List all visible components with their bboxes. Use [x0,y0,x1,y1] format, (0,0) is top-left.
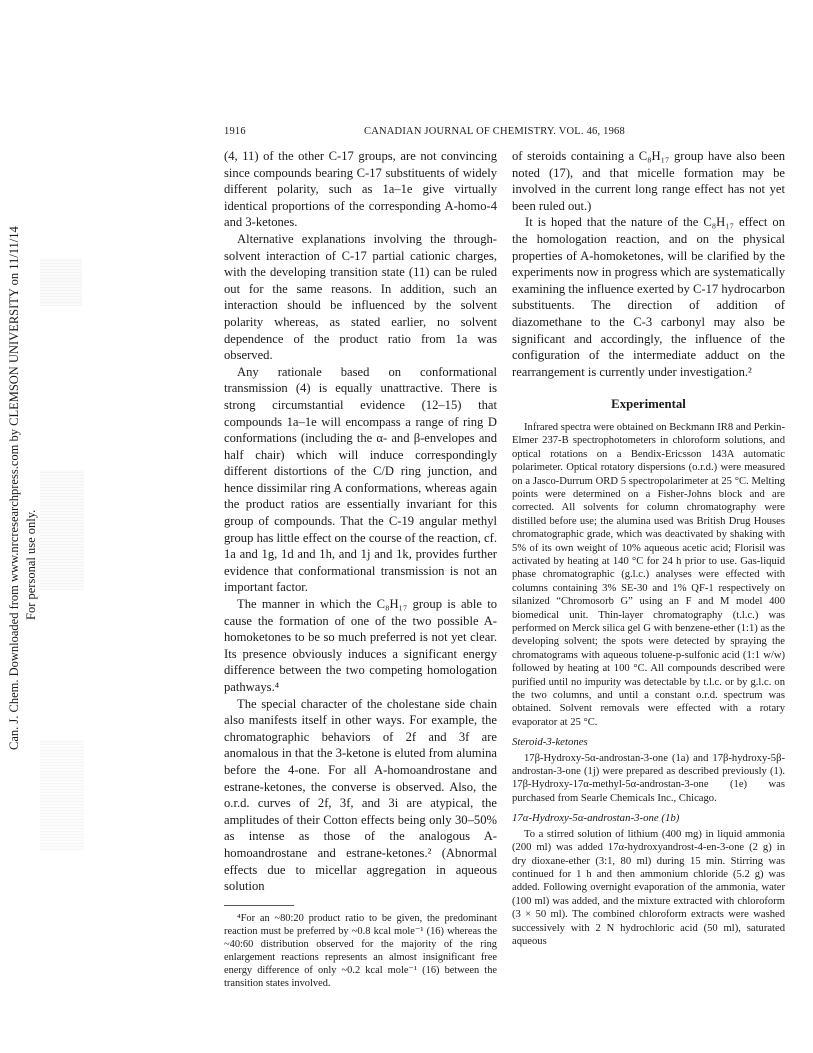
paragraph: 17β-Hydroxy-5α-androstan-3-one (1a) and 17β-hydroxy-5β-androstan-3-one (1j) were prepared as described previously (1). 17β-Hydroxy-17α-methyl-5α-androstan-3-one (1e) was purchased from Searle Chemicals Inc., Chicago. [512,752,785,804]
paragraph: To a stirred solution of lithium (400 mg) in liquid ammonia (200 ml) was added 17α-hydroxyandrost-4-en-3-one (2 g) in dry dioxane-ether (3:1, 80 ml) during 15 min. Stirring was continued for 1 h and then ammonium chloride (5.2 g) was added. Following overnight evaporation of the ammonia, water (100 ml) was added, and the mixture extracted with chloroform (3 × 50 ml). The combined chloroform extracts were washed successively with 2 N hydrochloric acid (50 ml), saturated aqueous [512,828,785,947]
paragraph: Any rationale based on conformational transmission (4) is equally unattractive. There is strong circumstantial evidence (12–15) that compounds 1a–1e will encompass a range of ring D conformations (including the α- and β-envelopes and half chair) which will induce correspondingly different distortions of the C/D ring junction, and hence dissimilar ring A conformations, whereas again the product ratios are essentially invariant for this group of compounds. That the C-19 angular methyl group has little effect on the course of the reaction, cf. 1a and 1g, 1d and 1h, and 1j and 1k, provides further evidence that conformational transmission is not an important factor. [224,364,497,595]
paragraph: The manner in which the C₈H₁₇ group is able to cause the formation of one of the two possible A-homoketones to be so much preferred is not yet clear. Its presence obviously induces a significant energy difference between the two competing homologation pathways.⁴ [224,597,497,694]
journal-title: CANADIAN JOURNAL OF CHEMISTRY. VOL. 46, 1968 [364,126,625,137]
paragraph: Alternative explanations involving the through-solvent interaction of C-17 partial cationic charges, with the developing transition state (11) can be ruled out for the same reasons. In addition, such an interaction should be influenced by the solvent polarity whereas, as stated earlier, no solvent dependence of the product ratio from 1a was observed. [224,231,497,363]
footnote-divider [224,905,294,906]
scan-artifact [40,470,84,590]
left-column [224,148,497,990]
scan-artifact [40,258,82,306]
subsection-heading: Steroid-3-ketones [512,736,588,749]
personal-use-notice: For personal use only. [24,509,38,620]
paragraph: of steroids containing a C₈H₁₇ group have also been noted (17), and that micelle formation may be involved in the current long range effect has not yet been ruled out.) [512,149,785,213]
footnote: ⁴For an ~80:20 product ratio to be given, the predominant reaction must be preferred by ~0.8 kcal mole⁻¹ (16) whereas the ~40:60 distribution observed for the majority of the ring enlargement reactions represents an almost insignificant free energy difference of only ~0.2 kcal mole⁻¹ (16) between the transition states involved. [224,912,497,989]
paragraph: Infrared spectra were obtained on Beckmann IR8 and Perkin-Elmer 237-B spectrophotometers in chloroform solutions, and optical rotations on a Bendix-Ericsson 143A automatic polarimeter. Optical rotatory dispersions (o.r.d.) were measured on a Jasco-Durrum ORD 5 spectropolarimeter at 25 °C. Melting points were determined on a Fisher-Johns block and are corrected. All solvents for column chromatography were distilled before use; the alumina used was British Drug Houses chromatographic grade, which was deactivated by shaking with 5% of its own weight of 10% aqueous acetic acid; Florisil was activated by heating at 140 °C for 24 h prior to use. Gas-liquid phase chromatographic (g.l.c.) analyses were effected with columns containing 3% SE-30 and 1% QF-1 respectively on silanized “Chromosorb G” using an F and M model 400 biomedical unit. Thin-layer chromatography (t.l.c.) was performed on Merck silica gel G with benzene-ether (1:1) as the developing solvent; the spots were detected by spraying the chromatograms with aqueous toluene-p-sulfonic acid (1:1 w/w) followed by heating at 100 °C. All compounds described were purified until no impurity was detectable by t.l.c. or by g.l.c. on the two columns, and until a constant o.r.d. spectrum was obtained. Solvent removals were effected with a rotary evaporator at 25 °C. [512,421,785,728]
experimental-section [512,421,785,948]
right-column [512,148,785,948]
paragraph: The special character of the cholestane side chain also manifests itself in other ways. For example, the chromatographic behaviors of 2f and 3f are anomalous in that the 3-ketone is eluted from alumina before the 4-one. For all A-homoandrostane and estrane-ketones, the converse is observed. Also, the o.r.d. curves of 2f, 3f, and 3i are atypical, the amplitudes of their Cotton effects being only 30–50% as intense as those of the analogous A-homoandrostane and estrane-ketones.² (Abnormal effects due to micellar aggregation in aqueous solution [224,696,497,894]
download-watermark [2,150,42,750]
subsection-heading: 17α-Hydroxy-5α-androstan-3-one (1b) [512,812,680,825]
paragraph: It is hoped that the nature of the C₈H₁₇ effect on the homologation reaction, and on the physical properties of A-homoketones, will be clarified by the experiments now in progress which are systematically examining the influence exerted by C-17 hydrocarbon substituents. The direction of addition of diazomethane to the C-3 carbonyl may also be significant and accordingly, the influence of the configuration of the intermediate adduct on the rearrangement is currently under investigation.² [512,215,785,379]
section-title: Experimental [611,397,686,412]
paragraph: (4, 11) of the other C-17 groups, are not convincing since compounds bearing C-17 substituents of widely different polarity, such as 1a–1e give virtually identical proportions of the corresponding A-homo-4 and 3-ketones. [224,149,497,230]
page-number: 1916 [224,126,246,137]
scan-artifact [40,740,84,850]
download-notice: Can. J. Chem. Downloaded from www.nrcresearchpress.com by CLEMSON UNIVERSITY on 11/11/14 [7,226,21,750]
